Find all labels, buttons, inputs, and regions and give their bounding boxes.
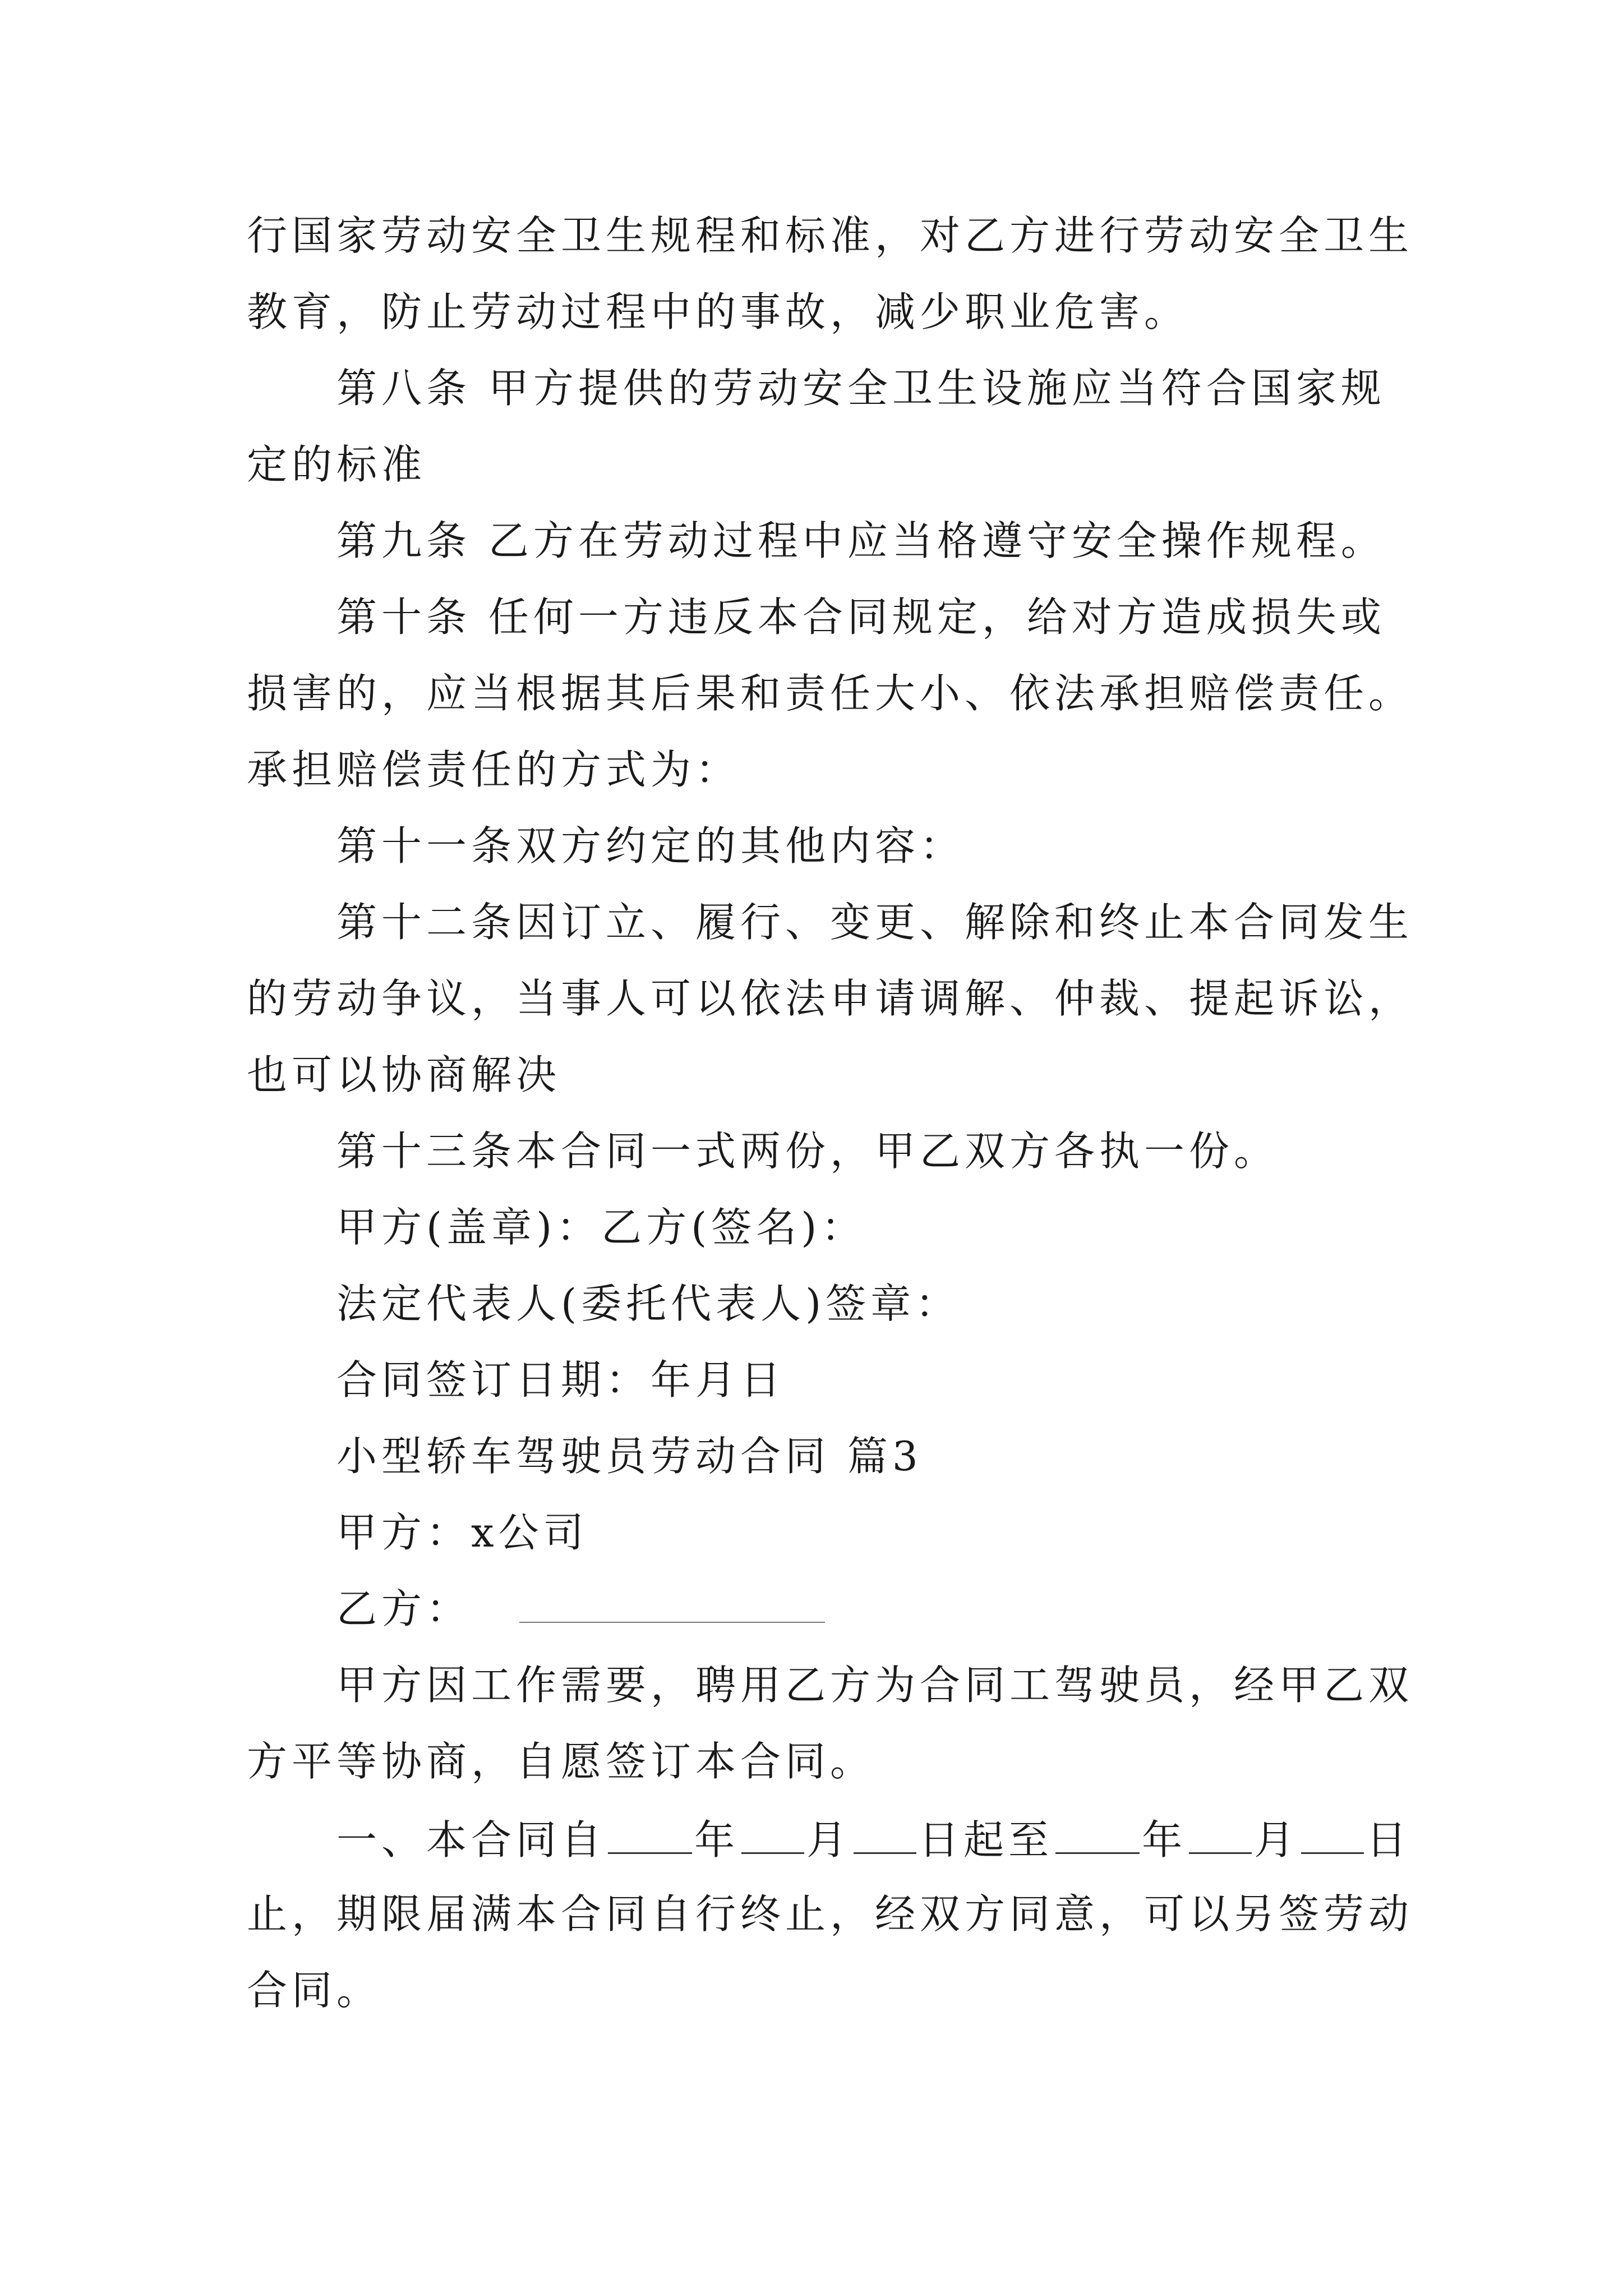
term-text: 年 <box>694 1816 740 1864</box>
article-12: 第十二条因订立、履行、变更、解除和终止本合同发生 <box>336 899 1414 946</box>
term-text: 一、本合同自 <box>336 1816 606 1864</box>
party-b <box>247 1584 1391 1634</box>
text-line: 也可以协商解决 <box>247 1051 561 1098</box>
term-clause <box>247 1813 1412 1864</box>
text-line: 教育，防止劳动过程中的事故，减少职业危害。 <box>247 288 1189 335</box>
end-month-blank <box>1189 1813 1252 1854</box>
text-line: 行国家劳动安全卫生规程和标准，对乙方进行劳动安全卫生 <box>247 212 1414 259</box>
signing-date: 合同签订日期：年月日 <box>336 1356 786 1404</box>
intro-paragraph: 甲方因工作需要，聘用乙方为合同工驾驶员，经甲乙双 <box>336 1662 1414 1709</box>
start-year-blank <box>608 1813 692 1854</box>
end-year-blank <box>1055 1813 1140 1854</box>
term-text: 月 <box>1254 1816 1299 1864</box>
term-text: 日 <box>1366 1816 1412 1864</box>
text-line: 合同。 <box>247 1967 382 2014</box>
legal-representative: 法定代表人(委托代表人)签章： <box>336 1280 961 1327</box>
document-page <box>247 211 1414 2042</box>
signature-parties: 甲方(盖章)：乙方(签名)： <box>336 1204 866 1251</box>
start-month-blank <box>741 1813 804 1854</box>
text-line: 的劳动争议，当事人可以依法申请调解、仲裁、提起诉讼， <box>247 975 1414 1022</box>
section-heading: 小型轿车驾驶员劳动合同 篇3 <box>336 1433 923 1480</box>
text-line: 定的标准 <box>247 441 427 488</box>
end-day-blank <box>1301 1813 1364 1854</box>
article-9: 第九条 乙方在劳动过程中应当格遵守安全操作规程。 <box>336 517 1386 564</box>
text-line: 方平等协商，自愿签订本合同。 <box>247 1738 875 1785</box>
party-b-blank <box>519 1585 825 1623</box>
term-text: 月 <box>806 1816 852 1864</box>
start-day-blank <box>854 1813 916 1854</box>
text-line: 承担赔偿责任的方式为： <box>247 746 741 793</box>
article-10: 第十条 任何一方违反本合同规定，给对方造成损失或 <box>336 593 1386 641</box>
party-a: 甲方：x公司 <box>336 1509 588 1556</box>
term-text: 年 <box>1142 1816 1187 1864</box>
article-13: 第十三条本合同一式两份，甲乙双方各执一份。 <box>336 1128 1279 1175</box>
article-11: 第十一条双方约定的其他内容： <box>336 822 965 869</box>
term-text: 日起至 <box>919 1816 1054 1864</box>
text-line: 止，期限届满本合同自行终止，经双方同意，可以另签劳动 <box>247 1890 1414 1938</box>
text-line: 损害的，应当根据其后果和责任大小、依法承担赔偿责任。 <box>247 670 1414 717</box>
party-b-label: 乙方： <box>336 1585 472 1632</box>
article-8: 第八条 甲方提供的劳动安全卫生设施应当符合国家规 <box>336 365 1386 412</box>
